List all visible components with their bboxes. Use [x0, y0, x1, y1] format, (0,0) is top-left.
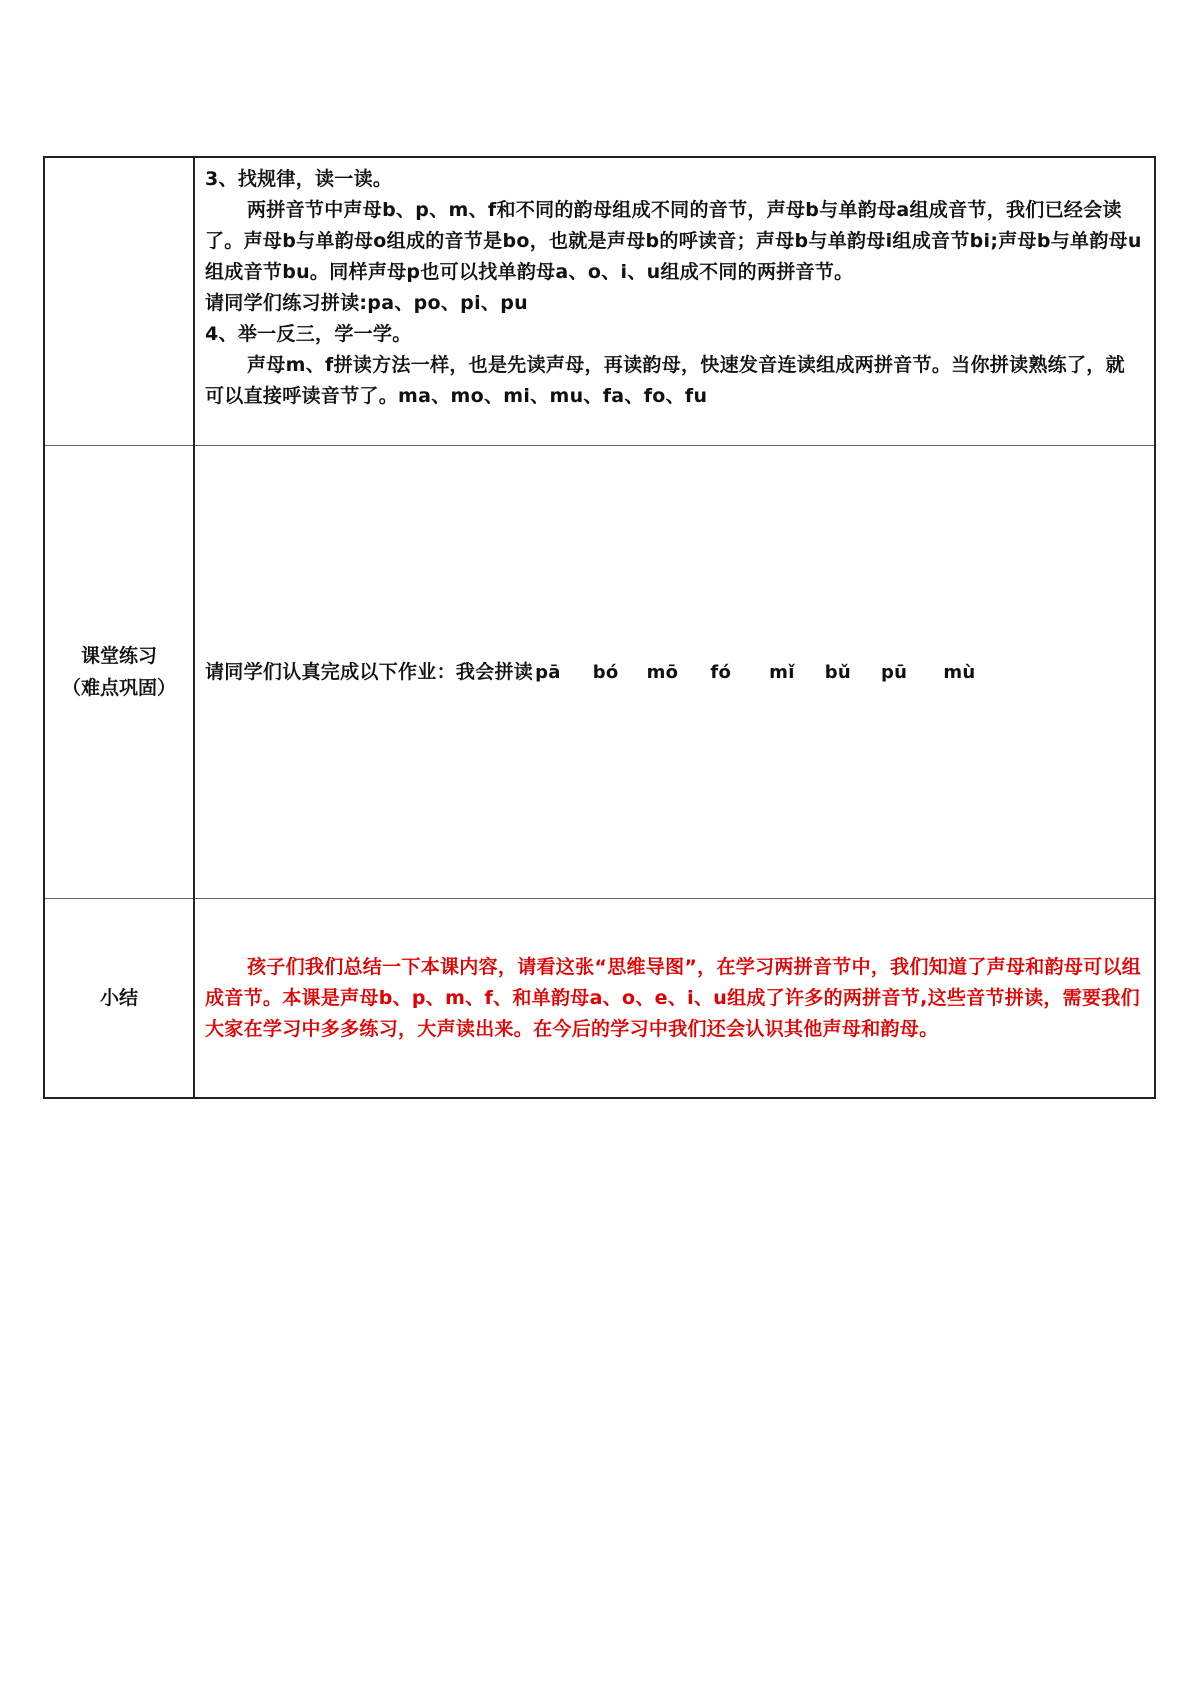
- table-row-steps: [44, 157, 1155, 446]
- section-4-paragraph: 声母m、f拼读方法一样，也是先读声母，再读韵母，快速发音连读组成两拼音节。当你拼读熟练了，就可以直接呼读音节了。ma、mo、mi、mu、fa、fo、fu: [205, 354, 1125, 407]
- syllable: mǐ: [769, 661, 795, 683]
- practice-content-cell: [194, 446, 1155, 899]
- summary-paragraph: 孩子们我们总结一下本课内容，请看这张“思维导图”，在学习两拼音节中，我们知道了声母和韵母可以组成音节。本课是声母b、p、m、f、和单韵母a、o、e、i、u组成了许多的两拼音节,这些音节拼读，需要我们大家在学习中多多练习，大声读出来。在今后的学习中我们还会认识其他声母和韵母。: [205, 955, 1142, 1040]
- section-3-practice: 请同学们练习拼读:pa、po、pi、pu: [205, 292, 528, 314]
- practice-label: 课堂练习: [80, 645, 157, 667]
- table-row-summary: [44, 899, 1155, 1099]
- steps-content-cell: [194, 157, 1155, 446]
- syllable: bǔ: [824, 661, 851, 683]
- practice-label-cell: [44, 446, 194, 899]
- summary-content-cell: [194, 899, 1155, 1099]
- syllable: pū: [881, 661, 908, 683]
- exercise-prompt: 请同学们认真完成以下作业：我会拼读: [205, 660, 534, 683]
- syllable: pā: [535, 661, 561, 683]
- row-label-empty: [44, 157, 194, 446]
- syllable: fó: [710, 661, 732, 683]
- practice-sublabel: （难点巩固）: [61, 677, 176, 699]
- summary-label-cell: [44, 899, 194, 1099]
- syllable: bó: [592, 661, 619, 683]
- summary-label: 小结: [99, 987, 138, 1009]
- section-3-title: 3、找规律，读一读。: [205, 168, 393, 190]
- syllable: mō: [646, 661, 679, 683]
- syllable: mù: [943, 661, 976, 683]
- section-4-title: 4、举一反三，学一学。: [205, 323, 412, 345]
- lesson-plan-table: [43, 156, 1156, 1099]
- section-3-paragraph: 两拼音节中声母b、p、m、f和不同的韵母组成不同的音节，声母b与单韵母a组成音节，我们已经会读了。声母b与单韵母o组成的音节是bo，也就是声母b的呼读音；声母b与单韵母i组成音节bi;声母b与单韵母u组成音节bu。同样声母p也可以找单韵母a、o、i、u组成不同的两拼音节。: [205, 199, 1142, 283]
- table-row-practice: [44, 446, 1155, 899]
- exercise-line: [205, 657, 1144, 688]
